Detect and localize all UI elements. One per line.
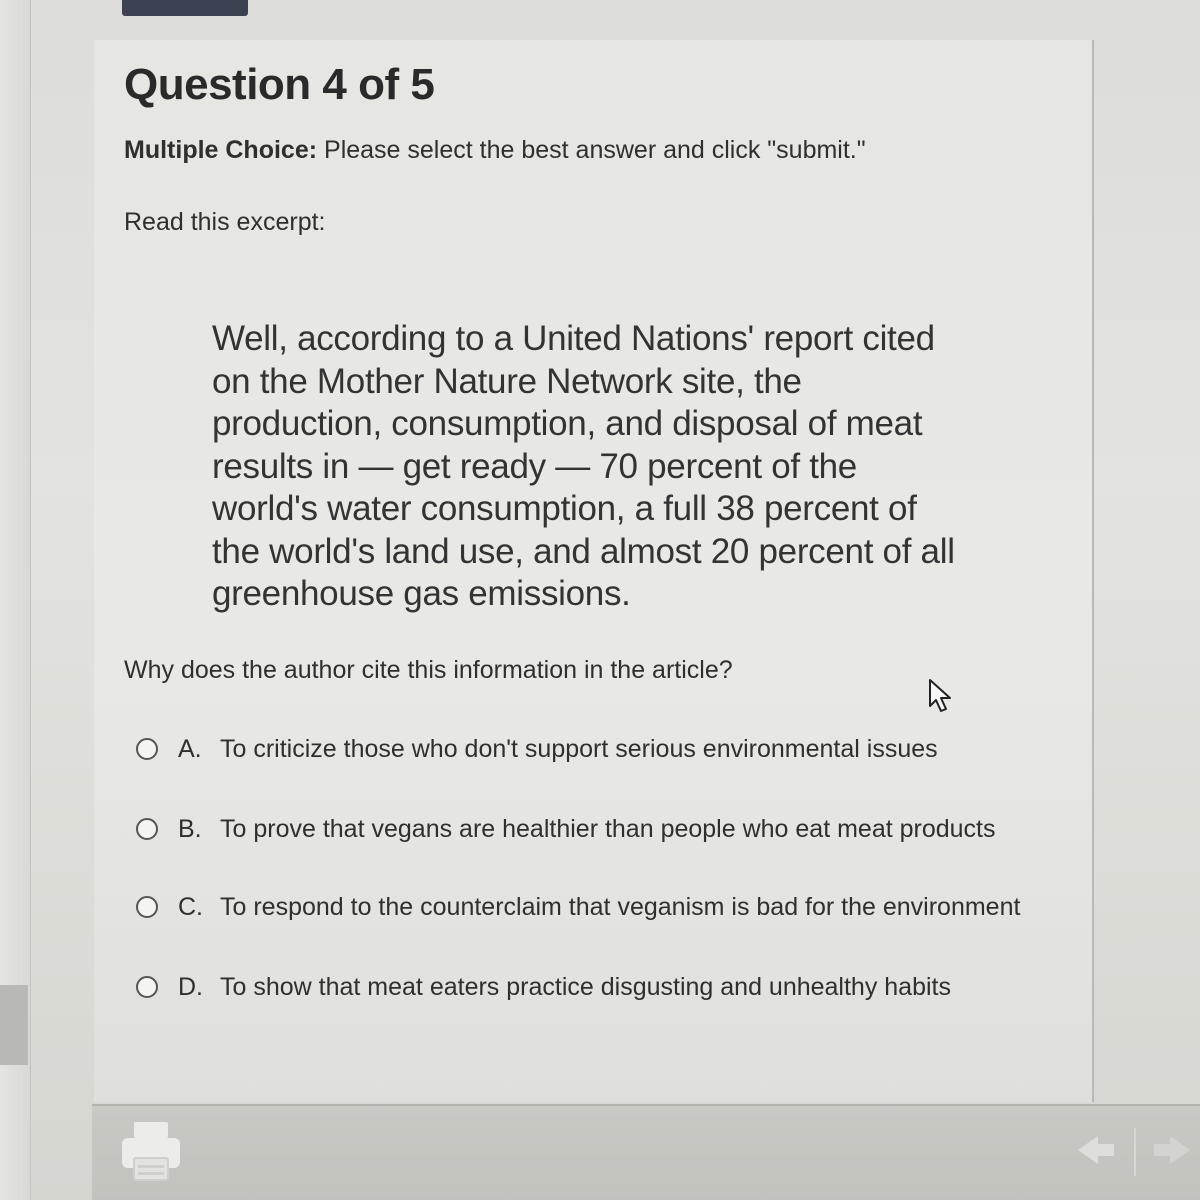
option-text: To show that meat eaters practice disgusting and unhealthy habits	[220, 972, 951, 1001]
left-sidebar-handle[interactable]	[0, 985, 28, 1065]
print-icon[interactable]	[118, 1118, 184, 1184]
option-letter: C.	[178, 892, 203, 921]
radio-button[interactable]	[136, 738, 158, 760]
option-c[interactable]	[136, 882, 1020, 932]
excerpt-line: on the Mother Nature Network site, the	[212, 361, 802, 401]
instructions-text: Please select the best answer and click "submit."	[324, 136, 866, 164]
question-prompt: Why does the author cite this information in the article?	[124, 656, 733, 684]
option-letter: D.	[178, 972, 203, 1001]
option-letter: A.	[178, 734, 202, 763]
instructions	[124, 136, 866, 165]
excerpt-line: world's water consumption, a full 38 percent of	[212, 489, 917, 528]
option-b[interactable]	[136, 804, 996, 854]
read-excerpt-label: Read this excerpt:	[124, 208, 326, 236]
option-d[interactable]	[136, 962, 951, 1012]
option-a[interactable]	[136, 724, 938, 774]
radio-button[interactable]	[136, 976, 158, 998]
instructions-label: Multiple Choice:	[124, 136, 318, 164]
excerpt-line: production, consumption, and disposal of meat	[212, 404, 923, 443]
excerpt-line: greenhouse gas emissions.	[212, 574, 631, 613]
excerpt-block	[212, 318, 992, 616]
excerpt-line: Well, according to a United Nations' report cited	[212, 319, 935, 358]
arrow-left-icon[interactable]	[1074, 1130, 1118, 1170]
page-title: Question 4 of 5	[124, 60, 435, 109]
excerpt-line: the world's land use, and almost 20 percent of all	[212, 531, 955, 571]
option-text: To prove that vegans are healthier than people who eat meat products	[220, 814, 996, 843]
submit-button[interactable]	[122, 0, 248, 16]
option-text: To criticize those who don't support serious environmental issues	[220, 734, 938, 763]
nav-divider	[1134, 1128, 1136, 1176]
arrow-right-icon[interactable]	[1150, 1130, 1194, 1170]
excerpt-line: results in — get ready — 70 percent of the	[212, 446, 857, 486]
mouse-pointer-icon	[926, 676, 954, 716]
option-letter: B.	[178, 814, 202, 843]
bottom-toolbar	[92, 1104, 1200, 1200]
radio-button[interactable]	[136, 818, 158, 840]
option-text: To respond to the counterclaim that veganism is bad for the environment	[220, 892, 1021, 921]
radio-button[interactable]	[136, 896, 158, 918]
